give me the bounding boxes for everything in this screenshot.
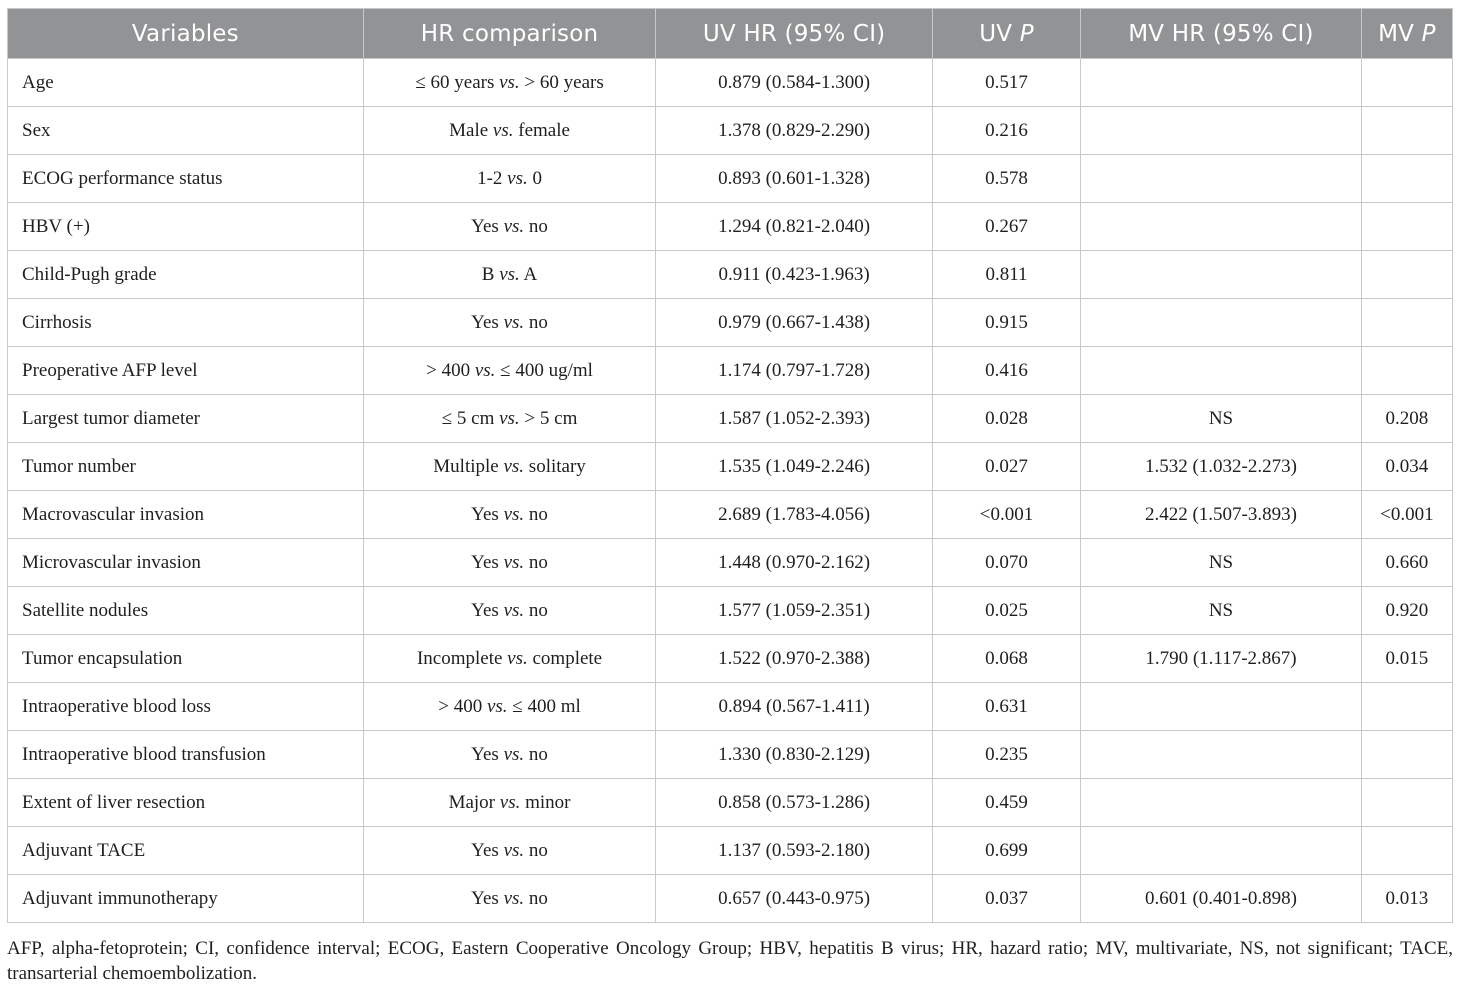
uv-p-cell: 0.915 (932, 299, 1080, 347)
mv-hr-cell: 1.532 (1.032-2.273) (1081, 443, 1362, 491)
hr-comparison-cell (363, 443, 656, 491)
mv-p-cell: 0.208 (1361, 395, 1452, 443)
variable-cell: Child-Pugh grade (8, 251, 364, 299)
mv-hr-cell (1081, 155, 1362, 203)
hr-comparison-cell (363, 539, 656, 587)
mv-p-cell: 0.034 (1361, 443, 1452, 491)
comparison-group-b: ≤ 400 ml (507, 695, 581, 717)
table-row (8, 251, 1453, 299)
table-row (8, 827, 1453, 875)
mv-hr-cell (1081, 347, 1362, 395)
hr-comparison-cell (363, 395, 656, 443)
mv-p-cell: 0.013 (1361, 875, 1452, 923)
table-row (8, 347, 1453, 395)
hr-comparison-cell (363, 299, 656, 347)
comparison-group-a: Yes (471, 311, 504, 333)
mv-p-cell: 0.015 (1361, 635, 1452, 683)
variable-cell: Tumor encapsulation (8, 635, 364, 683)
hr-comparison-cell (363, 875, 656, 923)
hr-comparison-cell (363, 827, 656, 875)
uv-p-cell: 0.517 (932, 59, 1080, 107)
mv-p-cell: 0.660 (1361, 539, 1452, 587)
comparison-vs: vs. (503, 455, 525, 477)
variable-cell: Intraoperative blood transfusion (8, 731, 364, 779)
uv-hr-cell: 0.894 (0.567-1.411) (656, 683, 933, 731)
comparison-group-b: female (513, 119, 570, 141)
comparison-group-a: ≤ 60 years (415, 71, 500, 93)
variable-cell: Adjuvant TACE (8, 827, 364, 875)
comparison-group-b: no (524, 215, 548, 237)
header-uv-p: UV P (932, 9, 1080, 59)
table-body (8, 59, 1453, 923)
variable-cell: Microvascular invasion (8, 539, 364, 587)
mv-p-cell (1361, 251, 1452, 299)
comparison-group-b: solitary (524, 455, 586, 477)
hr-comparison-cell (363, 587, 656, 635)
variable-cell: Satellite nodules (8, 587, 364, 635)
uv-p-cell: 0.578 (932, 155, 1080, 203)
variable-cell: ECOG performance status (8, 155, 364, 203)
comparison-vs: vs. (503, 599, 525, 621)
uv-hr-cell: 1.535 (1.049-2.246) (656, 443, 933, 491)
variable-cell: Macrovascular invasion (8, 491, 364, 539)
mv-hr-cell (1081, 251, 1362, 299)
comparison-vs: vs. (503, 743, 525, 765)
mv-p-cell: <0.001 (1361, 491, 1452, 539)
uv-hr-cell: 1.448 (0.970-2.162) (656, 539, 933, 587)
hr-comparison-cell (363, 491, 656, 539)
mv-hr-cell (1081, 827, 1362, 875)
comparison-group-a: Yes (471, 215, 504, 237)
mv-hr-cell (1081, 203, 1362, 251)
comparison-group-a: Yes (471, 551, 504, 573)
comparison-vs: vs. (503, 311, 525, 333)
variable-cell: Cirrhosis (8, 299, 364, 347)
hr-comparison-cell (363, 347, 656, 395)
variable-cell: Largest tumor diameter (8, 395, 364, 443)
uv-p-cell: 0.267 (932, 203, 1080, 251)
uv-p-cell: <0.001 (932, 491, 1080, 539)
uv-p-cell: 0.699 (932, 827, 1080, 875)
comparison-group-a: Incomplete (416, 647, 508, 669)
hr-comparison-cell (363, 635, 656, 683)
comparison-group-a: Multiple (433, 455, 504, 477)
comparison-vs: vs. (507, 167, 528, 189)
table-row (8, 155, 1453, 203)
comparison-vs: vs. (503, 503, 525, 525)
variable-cell: Extent of liver resection (8, 779, 364, 827)
comparison-group-b: A (519, 263, 538, 285)
table-row (8, 587, 1453, 635)
hr-comparison-cell (363, 155, 656, 203)
uv-hr-cell: 1.577 (1.059-2.351) (656, 587, 933, 635)
variable-cell: Sex (8, 107, 364, 155)
table-row (8, 779, 1453, 827)
comparison-group-b: no (524, 887, 548, 909)
uv-hr-cell: 1.522 (0.970-2.388) (656, 635, 933, 683)
uv-p-cell: 0.811 (932, 251, 1080, 299)
comparison-group-a: 1-2 (477, 167, 508, 189)
comparison-group-a: Male (449, 119, 493, 141)
uv-p-cell: 0.025 (932, 587, 1080, 635)
uv-hr-cell: 1.378 (0.829-2.290) (656, 107, 933, 155)
hr-comparison-cell (363, 107, 656, 155)
comparison-vs: vs. (503, 551, 525, 573)
mv-hr-cell: 0.601 (0.401-0.898) (1081, 875, 1362, 923)
uv-hr-cell: 1.137 (0.593-2.180) (656, 827, 933, 875)
uv-hr-cell: 1.294 (0.821-2.040) (656, 203, 933, 251)
mv-p-cell (1361, 299, 1452, 347)
comparison-vs: vs. (492, 119, 514, 141)
uv-p-cell: 0.416 (932, 347, 1080, 395)
comparison-group-a: > 400 (426, 359, 475, 381)
uv-p-cell: 0.459 (932, 779, 1080, 827)
table-row (8, 491, 1453, 539)
comparison-group-a: Yes (471, 599, 504, 621)
table-footnote: AFP, alpha-fetoprotein; CI, confidence interval; ECOG, Eastern Cooperative Oncology Group; HBV, hepatitis B virus; HR, hazard ratio; MV, multivariate, NS, not significant; TACE, transarterial chemoembolization. (7, 938, 1453, 984)
comparison-vs: vs. (486, 695, 508, 717)
uv-hr-cell: 1.587 (1.052-2.393) (656, 395, 933, 443)
table-row (8, 443, 1453, 491)
mv-p-cell: 0.920 (1361, 587, 1452, 635)
variable-cell: Preoperative AFP level (8, 347, 364, 395)
mv-hr-cell: NS (1081, 395, 1362, 443)
uv-hr-cell: 1.174 (0.797-1.728) (656, 347, 933, 395)
comparison-group-a: Yes (471, 743, 504, 765)
uv-p-cell: 0.068 (932, 635, 1080, 683)
comparison-group-b: > 60 years (519, 71, 604, 93)
comparison-vs: vs. (503, 215, 525, 237)
header-hr-comparison: HR comparison (363, 9, 656, 59)
variable-cell: Intraoperative blood loss (8, 683, 364, 731)
uv-p-cell: 0.027 (932, 443, 1080, 491)
mv-hr-cell (1081, 299, 1362, 347)
comparison-vs: vs. (499, 263, 520, 285)
table-row (8, 875, 1453, 923)
comparison-group-b: > 5 cm (519, 407, 578, 429)
comparison-group-b: no (524, 503, 548, 525)
uv-hr-cell: 0.879 (0.584-1.300) (656, 59, 933, 107)
uv-p-cell: 0.216 (932, 107, 1080, 155)
uv-hr-cell: 0.893 (0.601-1.328) (656, 155, 933, 203)
variable-cell: Age (8, 59, 364, 107)
variable-cell: HBV (+) (8, 203, 364, 251)
comparison-group-b: no (524, 599, 548, 621)
mv-hr-cell: 2.422 (1.507-3.893) (1081, 491, 1362, 539)
mv-hr-cell: NS (1081, 539, 1362, 587)
table-header-row (8, 9, 1453, 59)
comparison-vs: vs. (474, 359, 496, 381)
comparison-group-a: ≤ 5 cm (441, 407, 500, 429)
hr-comparison-cell (363, 203, 656, 251)
variable-cell: Tumor number (8, 443, 364, 491)
hr-comparison-cell (363, 731, 656, 779)
comparison-vs: vs. (499, 407, 520, 429)
table-row (8, 635, 1453, 683)
table-row (8, 107, 1453, 155)
mv-hr-cell: 1.790 (1.117-2.867) (1081, 635, 1362, 683)
table-row (8, 683, 1453, 731)
uv-p-cell: 0.070 (932, 539, 1080, 587)
comparison-group-b: no (524, 311, 548, 333)
uv-hr-cell: 2.689 (1.783-4.056) (656, 491, 933, 539)
mv-hr-cell (1081, 779, 1362, 827)
header-variables: Variables (8, 9, 364, 59)
header-mv-hr: MV HR (95% CI) (1081, 9, 1362, 59)
comparison-group-b: no (524, 839, 548, 861)
uv-hr-cell: 0.979 (0.667-1.438) (656, 299, 933, 347)
comparison-group-b: ≤ 400 ug/ml (495, 359, 593, 381)
mv-hr-cell (1081, 59, 1362, 107)
comparison-group-b: no (524, 551, 548, 573)
mv-p-cell (1361, 779, 1452, 827)
comparison-group-b: minor (520, 791, 571, 813)
mv-hr-cell (1081, 683, 1362, 731)
comparison-group-b: 0 (527, 167, 542, 189)
mv-hr-cell (1081, 731, 1362, 779)
comparison-group-a: Yes (471, 887, 504, 909)
comparison-group-a: Major (448, 791, 500, 813)
cox-regression-table (7, 8, 1453, 923)
table-row (8, 395, 1453, 443)
table-row (8, 299, 1453, 347)
mv-p-cell (1361, 683, 1452, 731)
table-row (8, 203, 1453, 251)
uv-p-cell: 0.235 (932, 731, 1080, 779)
mv-p-cell (1361, 731, 1452, 779)
hr-comparison-cell (363, 779, 656, 827)
header-mv-p: MV P (1361, 9, 1452, 59)
comparison-group-a: Yes (471, 839, 504, 861)
table-row (8, 731, 1453, 779)
uv-p-cell: 0.028 (932, 395, 1080, 443)
hr-comparison-cell (363, 59, 656, 107)
uv-hr-cell: 1.330 (0.830-2.129) (656, 731, 933, 779)
uv-hr-cell: 0.657 (0.443-0.975) (656, 875, 933, 923)
header-uv-hr: UV HR (95% CI) (656, 9, 933, 59)
mv-p-cell (1361, 203, 1452, 251)
results-table-container (7, 8, 1453, 923)
comparison-group-a: B (481, 263, 500, 285)
comparison-group-b: no (524, 743, 548, 765)
uv-p-cell: 0.037 (932, 875, 1080, 923)
table-row (8, 59, 1453, 107)
mv-p-cell (1361, 155, 1452, 203)
comparison-vs: vs. (499, 71, 520, 93)
comparison-vs: vs. (503, 887, 525, 909)
hr-comparison-cell (363, 251, 656, 299)
comparison-vs: vs. (507, 647, 528, 669)
comparison-group-a: > 400 (438, 695, 487, 717)
comparison-group-b: complete (527, 647, 603, 669)
mv-hr-cell: NS (1081, 587, 1362, 635)
mv-p-cell (1361, 107, 1452, 155)
comparison-vs: vs. (499, 791, 521, 813)
mv-p-cell (1361, 347, 1452, 395)
mv-p-cell (1361, 59, 1452, 107)
comparison-group-a: Yes (471, 503, 504, 525)
comparison-vs: vs. (503, 839, 525, 861)
table-row (8, 539, 1453, 587)
mv-p-cell (1361, 827, 1452, 875)
hr-comparison-cell (363, 683, 656, 731)
variable-cell: Adjuvant immunotherapy (8, 875, 364, 923)
uv-p-cell: 0.631 (932, 683, 1080, 731)
uv-hr-cell: 0.911 (0.423-1.963) (656, 251, 933, 299)
uv-hr-cell: 0.858 (0.573-1.286) (656, 779, 933, 827)
mv-hr-cell (1081, 107, 1362, 155)
